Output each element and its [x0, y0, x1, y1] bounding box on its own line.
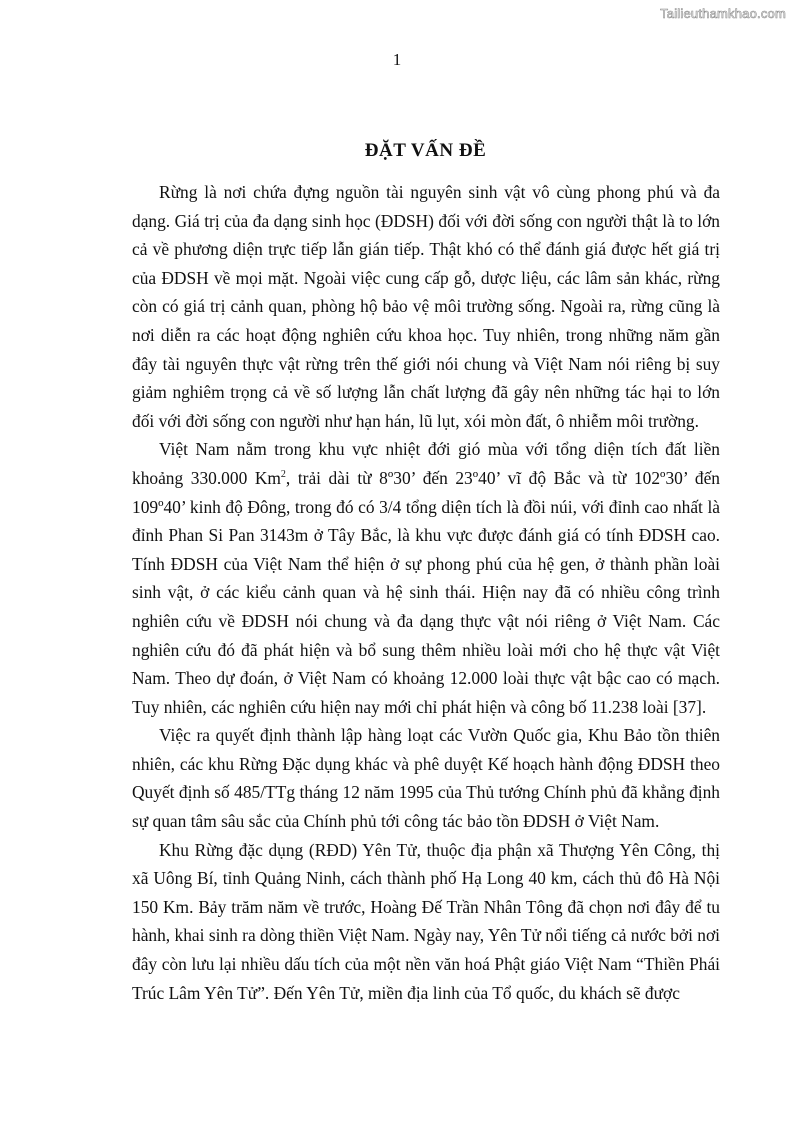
paragraph-2 [132, 435, 720, 721]
watermark: Tailieuthamkhao.com [660, 6, 786, 21]
superscript: 2 [280, 469, 286, 481]
page-number: 1 [392, 50, 402, 69]
paragraph-1: Rừng là nơi chứa đựng nguồn tài nguyên sinh vật vô cùng phong phú và đa dạng. Giá trị của đa dạng sinh học (ĐDSH) đối với đời sống con người thật là to lớn cả về phương diện trực tiếp lẫn gián tiếp. Thật khó có thể đánh giá được hết giá trị của ĐDSH về mọi mặt. Ngoài việc cung cấp gỗ, dược liệu, các lâm sản khác, rừng còn có giá trị cảnh quan, phòng hộ bảo vệ môi trường sống. Ngoài ra, rừng cũng là nơi diễn ra các hoạt động nghiên cứu khoa học. Tuy nhiên, trong những năm gần đây tài nguyên thực vật rừng trên thế giới nói chung và Việt Nam nói riêng bị suy giảm nghiêm trọng cả về số lượng lẫn chất lượng đã gây nên những tác hại to lớn đối với đời sống con người như hạn hán, lũ lụt, xói mòn đất, ô nhiễm môi trường. [132, 182, 720, 431]
paragraph-4: Khu Rừng đặc dụng (RĐD) Yên Tử, thuộc địa phận xã Thượng Yên Công, thị xã Uông Bí, tỉnh Quảng Ninh, cách thành phố Hạ Long 40 km, cách thủ đô Hà Nội 150 Km. Bảy trăm năm về trước, Hoàng Đế Trần Nhân Tông đã chọn nơi đây để tu hành, khai sinh ra dòng thiền Việt Nam. Ngày nay, Yên Tử nổi tiếng cả nước bởi nơi đây còn lưu lại nhiều dấu tích của một nền văn hoá Phật giáo Việt Nam “Thiền Phái Trúc Lâm Yên Tử”. Đến Yên Tử, miền địa linh của Tổ quốc, du khách sẽ được [132, 839, 720, 1003]
paragraph-2-text-start: Việt Nam nằm trong khu vực nhiệt đới gió mùa với tổng diện tích đất liền khoảng 330.000 Km [132, 439, 720, 488]
paragraph-2-text-end: , trải dài từ 8º30’ đến 23º40’ vĩ độ Bắc và từ 102º30’ đến 109º40’ kinh độ Đông, trong đó có 3/4 tổng diện tích là đồi núi, với đỉnh cao nhất là đỉnh Phan Si Pan 3143m ở Tây Bắc, là khu vực được đánh giá có tính ĐDSH cao. Tính ĐDSH của Việt Nam thể hiện ở sự phong phú của hệ gen, ở thành phần loài sinh vật, ở các kiểu cảnh quan và hệ sinh thái. Hiện nay đã có nhiều công trình nghiên cứu về ĐDSH nói chung và đa dạng thực vật nói riêng ở Việt Nam. Các nghiên cứu đó đã phát hiện và bổ sung thêm nhiều loài mới cho hệ thực vật Việt Nam. Theo dự đoán, ở Việt Nam có khoảng 12.000 loài thực vật bậc cao có mạch. Tuy nhiên, các nghiên cứu hiện nay mới chỉ phát hiện và công bố 11.238 loài [37]. [132, 467, 720, 717]
paragraph-3: Việc ra quyết định thành lập hàng loạt các Vườn Quốc gia, Khu Bảo tồn thiên nhiên, các khu Rừng Đặc dụng khác và phê duyệt Kế hoạch hành động ĐDSH theo Quyết định số 485/TTg tháng 12 năm 1995 của Thủ tướng Chính phủ đã khẳng định sự quan tâm sâu sắc của Chính phủ tới công tác bảo tồn ĐDSH ở Việt Nam. [132, 725, 720, 832]
document-body [132, 178, 720, 1007]
page-title: ĐẶT VẤN ĐỀ [364, 140, 487, 161]
